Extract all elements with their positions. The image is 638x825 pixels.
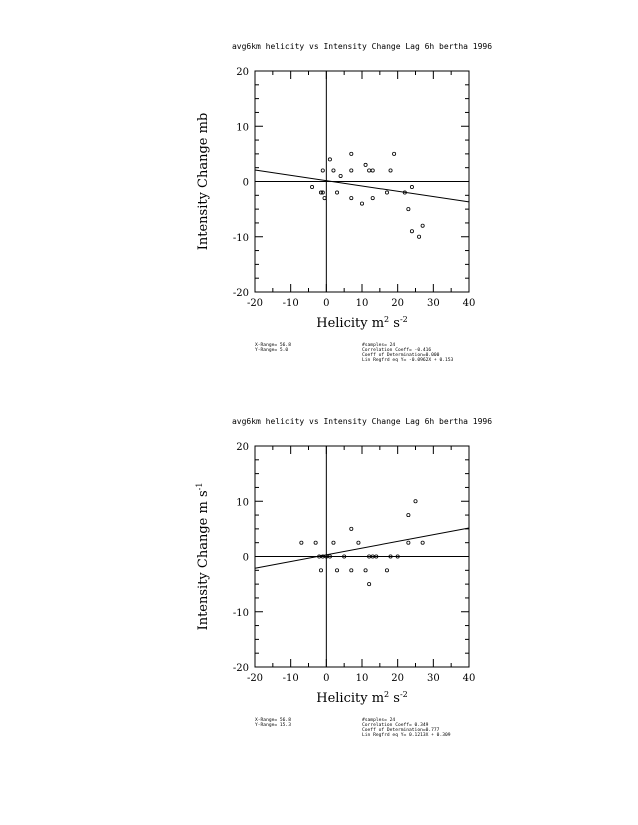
data-point bbox=[385, 569, 388, 572]
x-axis-unit-base: s bbox=[389, 691, 400, 706]
x-tick-label: 10 bbox=[355, 673, 369, 684]
x-tick-label: -20 bbox=[246, 298, 264, 309]
data-point bbox=[335, 191, 338, 194]
data-point bbox=[371, 169, 374, 172]
data-point bbox=[335, 569, 338, 572]
chart-panel-bottom bbox=[0, 375, 638, 787]
x-tick-label: 40 bbox=[462, 298, 476, 309]
stats-line: Y-Range= 15.3 bbox=[255, 723, 291, 728]
data-point bbox=[385, 191, 388, 194]
data-point bbox=[371, 196, 374, 199]
data-point bbox=[350, 527, 353, 530]
data-point bbox=[321, 169, 324, 172]
chart-panel-top bbox=[0, 0, 638, 412]
x-tick-label: 10 bbox=[355, 298, 369, 309]
y-tick-label: 10 bbox=[236, 497, 249, 509]
stats-line: X-Range= 56.8 bbox=[255, 718, 291, 723]
stats-line: Coeff of Determination=0.777 bbox=[362, 728, 440, 733]
data-point bbox=[414, 500, 417, 503]
x-axis-unit-sup: -2 bbox=[399, 690, 408, 699]
data-point bbox=[393, 152, 396, 155]
data-point bbox=[319, 569, 322, 572]
y-tick-label: 10 bbox=[236, 122, 249, 134]
y-tick-label: 20 bbox=[236, 442, 249, 453]
y-axis-label-text: Intensity Change m s bbox=[196, 490, 211, 631]
x-axis-unit-sup: 2 bbox=[384, 690, 390, 699]
x-tick-label: 40 bbox=[462, 673, 476, 684]
x-axis-label-text: Helicity m bbox=[316, 691, 385, 706]
stats-line: Correlation Coeff= 0.349 bbox=[362, 723, 429, 728]
x-tick-label: 30 bbox=[426, 673, 440, 684]
data-point bbox=[332, 541, 335, 544]
regression-line bbox=[255, 528, 469, 568]
data-point bbox=[314, 541, 317, 544]
y-axis-unit-sup: -1 bbox=[195, 482, 204, 491]
x-tick-label: 0 bbox=[323, 298, 330, 309]
stats-line: X-Range= 56.8 bbox=[255, 343, 291, 348]
y-axis-label bbox=[196, 113, 211, 251]
x-axis-label-text: Helicity m bbox=[316, 316, 385, 331]
x-axis-unit-sup: -2 bbox=[399, 315, 408, 324]
data-point bbox=[350, 196, 353, 199]
stats-line: Lin Regfrd eq Y= -0.0962X + 0.153 bbox=[362, 358, 454, 363]
data-point bbox=[310, 185, 313, 188]
data-point bbox=[350, 152, 353, 155]
data-point bbox=[407, 513, 410, 516]
y-tick-label: 20 bbox=[236, 67, 249, 78]
data-point bbox=[328, 158, 331, 161]
x-axis-label bbox=[316, 690, 408, 706]
x-axis-unit-base: s bbox=[389, 316, 400, 331]
scatter-chart-top bbox=[0, 0, 638, 412]
data-point bbox=[357, 541, 360, 544]
chart-title: avg6km helicity vs Intensity Change Lag 6h bertha 1996 bbox=[231, 417, 493, 426]
data-point bbox=[368, 169, 371, 172]
y-tick-label: -10 bbox=[232, 232, 249, 244]
x-tick-label: -10 bbox=[282, 298, 299, 309]
y-tick-label: 0 bbox=[242, 177, 249, 189]
x-tick-label: 0 bbox=[323, 673, 330, 684]
stats-line: Lin Regfrd eq Y= 0.1213X + 0.309 bbox=[362, 733, 451, 738]
chart-title: avg6km helicity vs Intensity Change Lag 6h bertha 1996 bbox=[231, 42, 493, 51]
stats-line: Correlation Coeff= -0.416 bbox=[362, 348, 432, 353]
stats-line: Y-Range= 5.0 bbox=[255, 348, 289, 353]
data-point bbox=[323, 196, 326, 199]
data-point bbox=[407, 208, 410, 211]
y-tick-label: -10 bbox=[232, 607, 249, 619]
x-axis-unit-sup: 2 bbox=[384, 315, 390, 324]
data-point bbox=[417, 235, 420, 238]
scatter-chart-bottom bbox=[0, 375, 638, 787]
stats-line: #samples= 24 bbox=[362, 343, 396, 348]
regression-line bbox=[255, 170, 469, 202]
data-point bbox=[410, 185, 413, 188]
data-point bbox=[332, 169, 335, 172]
data-point bbox=[421, 541, 424, 544]
data-point bbox=[364, 163, 367, 166]
x-tick-label: 20 bbox=[391, 298, 405, 309]
y-axis-label bbox=[195, 483, 211, 631]
data-point bbox=[421, 224, 424, 227]
x-tick-label: -20 bbox=[246, 673, 264, 684]
stats-line: Coeff of Determination=0.000 bbox=[362, 353, 440, 358]
x-axis-label bbox=[316, 315, 408, 331]
data-point bbox=[339, 174, 342, 177]
y-tick-label: -20 bbox=[232, 663, 249, 674]
data-point bbox=[360, 202, 363, 205]
y-tick-label: 0 bbox=[242, 552, 249, 564]
stats-line: #samples= 24 bbox=[362, 718, 396, 723]
data-point bbox=[410, 230, 413, 233]
data-point bbox=[350, 569, 353, 572]
x-tick-label: -10 bbox=[282, 673, 299, 684]
x-tick-label: 20 bbox=[391, 673, 405, 684]
data-point bbox=[364, 569, 367, 572]
y-axis-label-text: Intensity Change mb bbox=[196, 112, 211, 251]
data-point bbox=[300, 541, 303, 544]
data-point bbox=[350, 169, 353, 172]
data-point bbox=[407, 541, 410, 544]
y-tick-label: -20 bbox=[232, 288, 249, 299]
x-tick-label: 30 bbox=[426, 298, 440, 309]
data-point bbox=[368, 583, 371, 586]
data-point bbox=[389, 169, 392, 172]
